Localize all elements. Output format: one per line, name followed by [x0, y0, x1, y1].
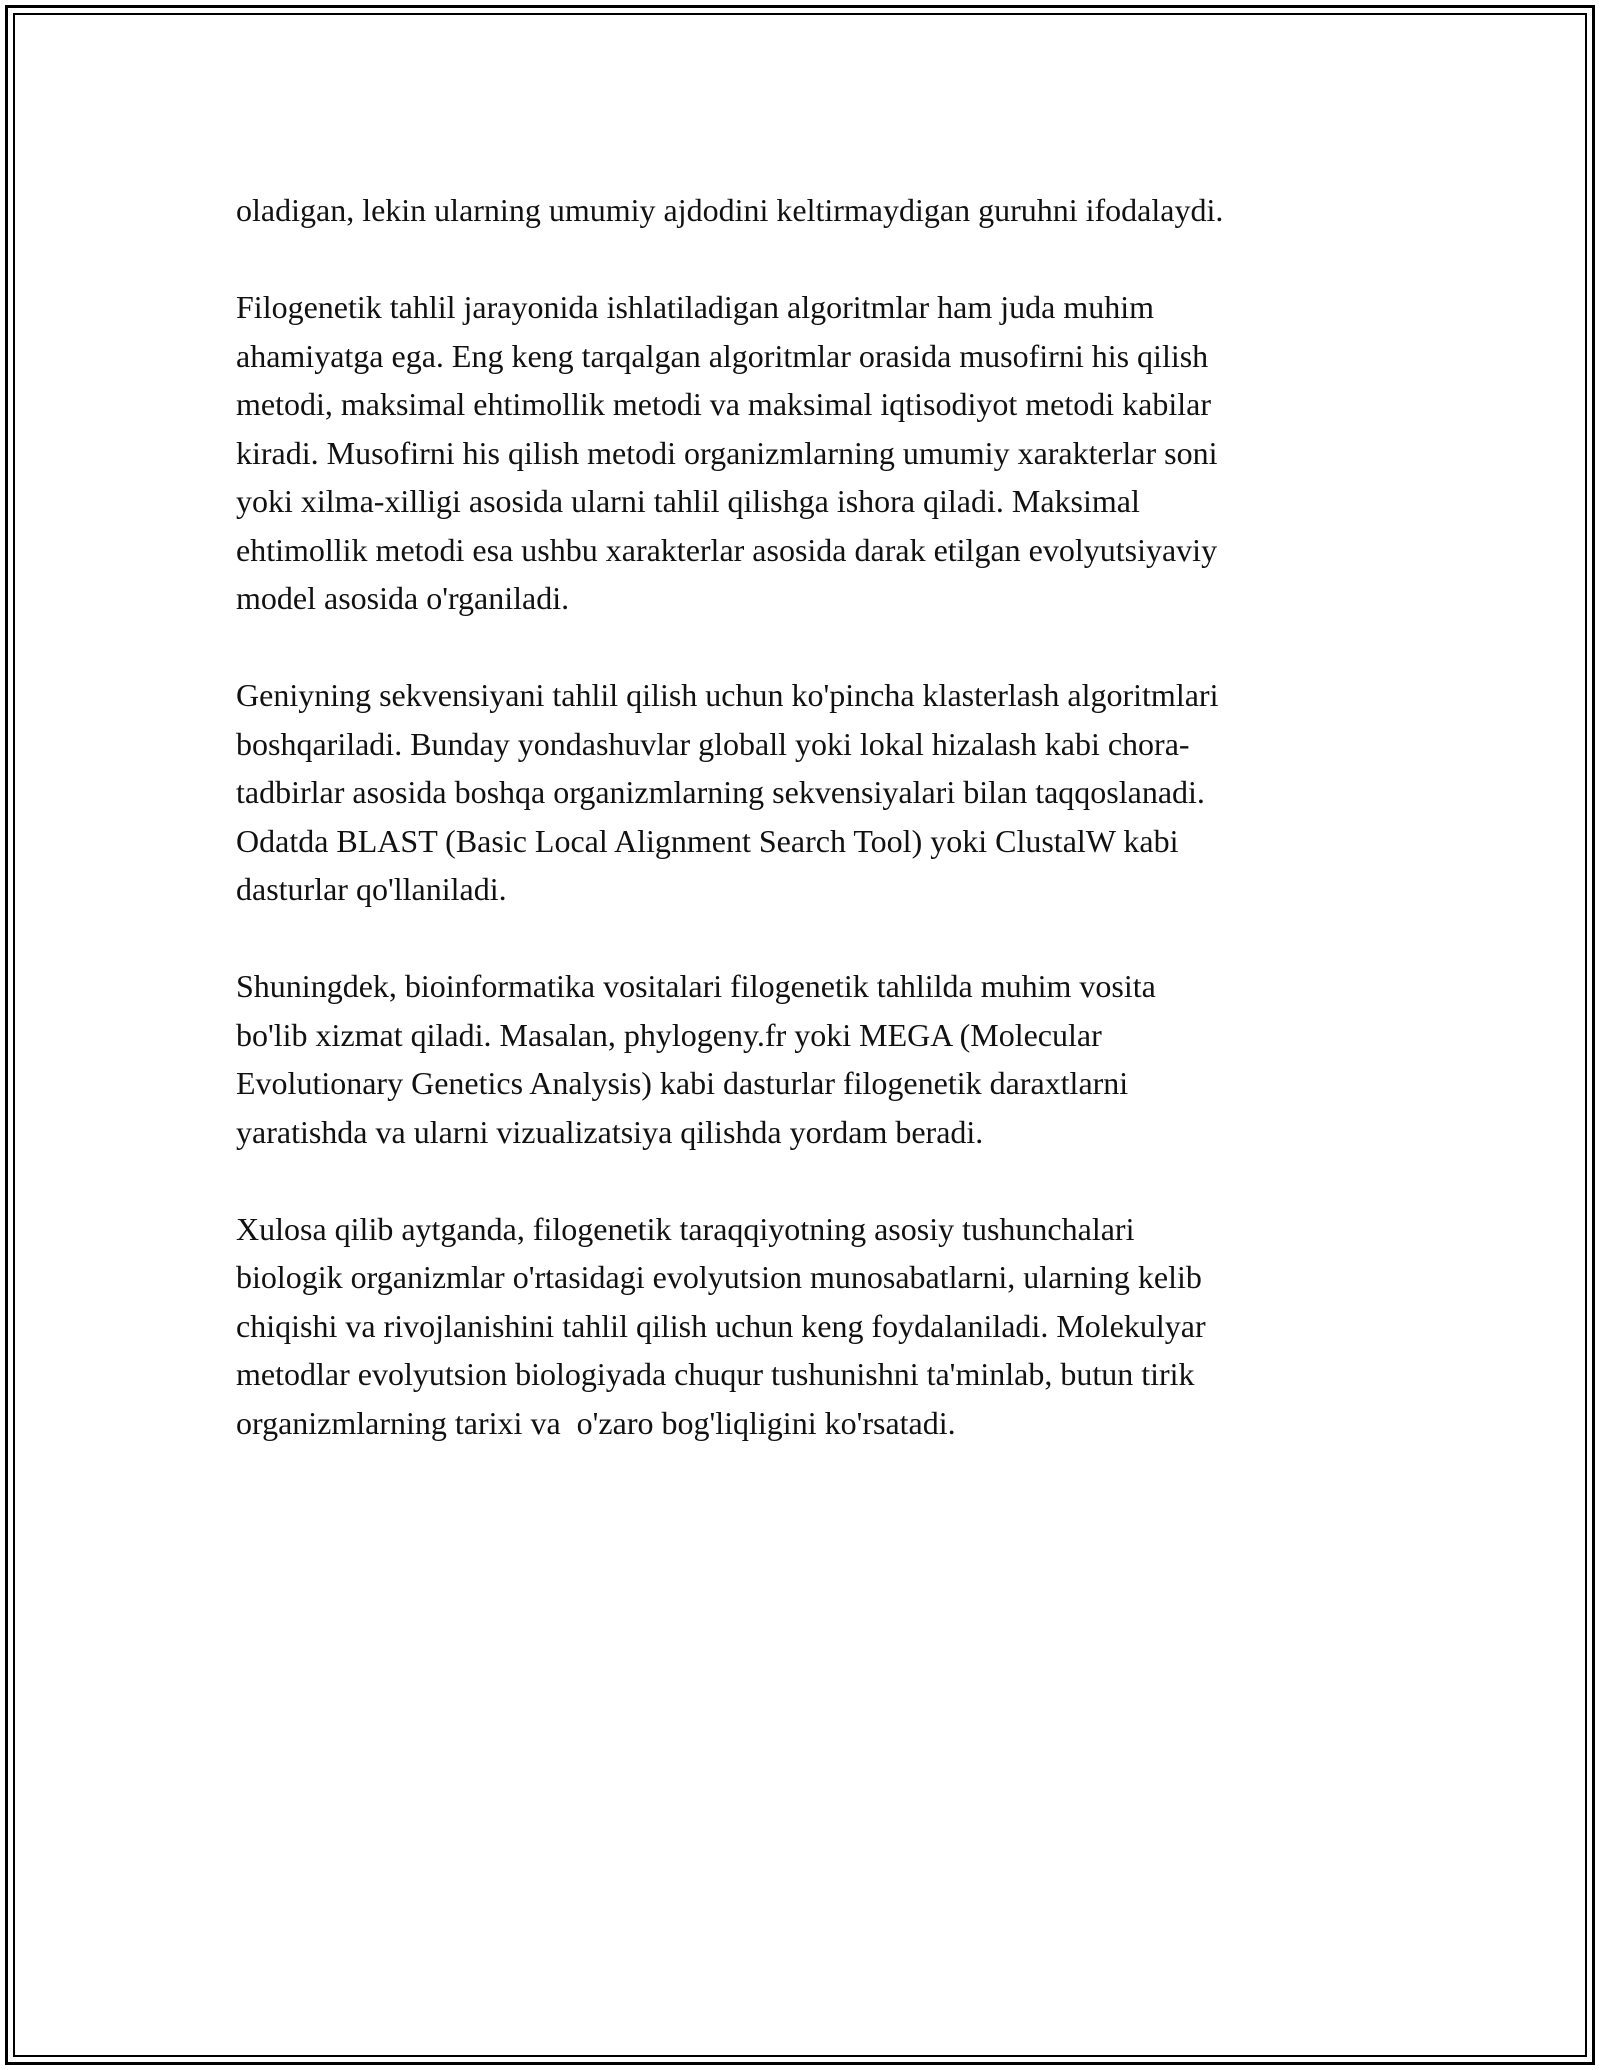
document-body [236, 186, 1386, 1496]
paragraph-5: Xulosa qilib aytganda, filogenetik taraqqiyotning asosiy tushunchalari biologik organizmlar o'rtasidagi evolyutsion munosabatlarni, ularning kelib chiqishi va rivojlanishini tahlil qilish uchun keng foydalaniladi. Molekulyar metodlar evolyutsion biologiyada chuqur tushunishni ta'minlab, butun tirik organizmlarning tarixi va o'zaro bog'liqligini ko'rsatadi. [236, 1210, 1206, 1441]
paragraph-4: Shuningdek, bioinformatika vositalari filogenetik tahlilda muhim vosita bo'lib xizmat qiladi. Masalan, phylogeny.fr yoki MEGA (Molecular Evolutionary Genetics Analysis) kabi dasturlar filogenetik daraxtlarni yaratishda va ularni vizualizatsiya qilishda yordam beradi. [236, 968, 1156, 1150]
paragraph-3: Geniyning sekvensiyani tahlil qilish uchun ko'pincha klasterlash algoritmlari boshqariladi. Bunday yondashuvlar globall yoki lokal hizalash kabi chora- tadbirlar asosida boshqa organizmlarning sekvensiyalari bilan taqqoslanadi. Odatda BLAST (Basic Local Alignment Search Tool) yoki ClustalW kabi dasturlar qo'llaniladi. [236, 677, 1219, 907]
paragraph-1: oladigan, lekin ularning umumiy ajdodini keltirmaydigan guruhni ifodalaydi. [236, 192, 1224, 228]
paragraph-2: Filogenetik tahlil jarayonida ishlatiladigan algoritmlar ham juda muhim ahamiyatga ega. Eng keng tarqalgan algoritmlar orasida musofirni his qilish metodi, maksimal ehtimollik metodi va maksimal iqtisodiyot metodi kabilar kiradi. Musofirni his qilish metodi organizmlarning umumiy xarakterlar soni yoki xilma-xilligi asosida ularni tahlil qilishga ishora qiladi. Maksimal ehtimollik metodi esa ushbu xarakterlar asosida darak etilgan evolyutsiyaviy model asosida o'rganiladi. [236, 289, 1218, 616]
